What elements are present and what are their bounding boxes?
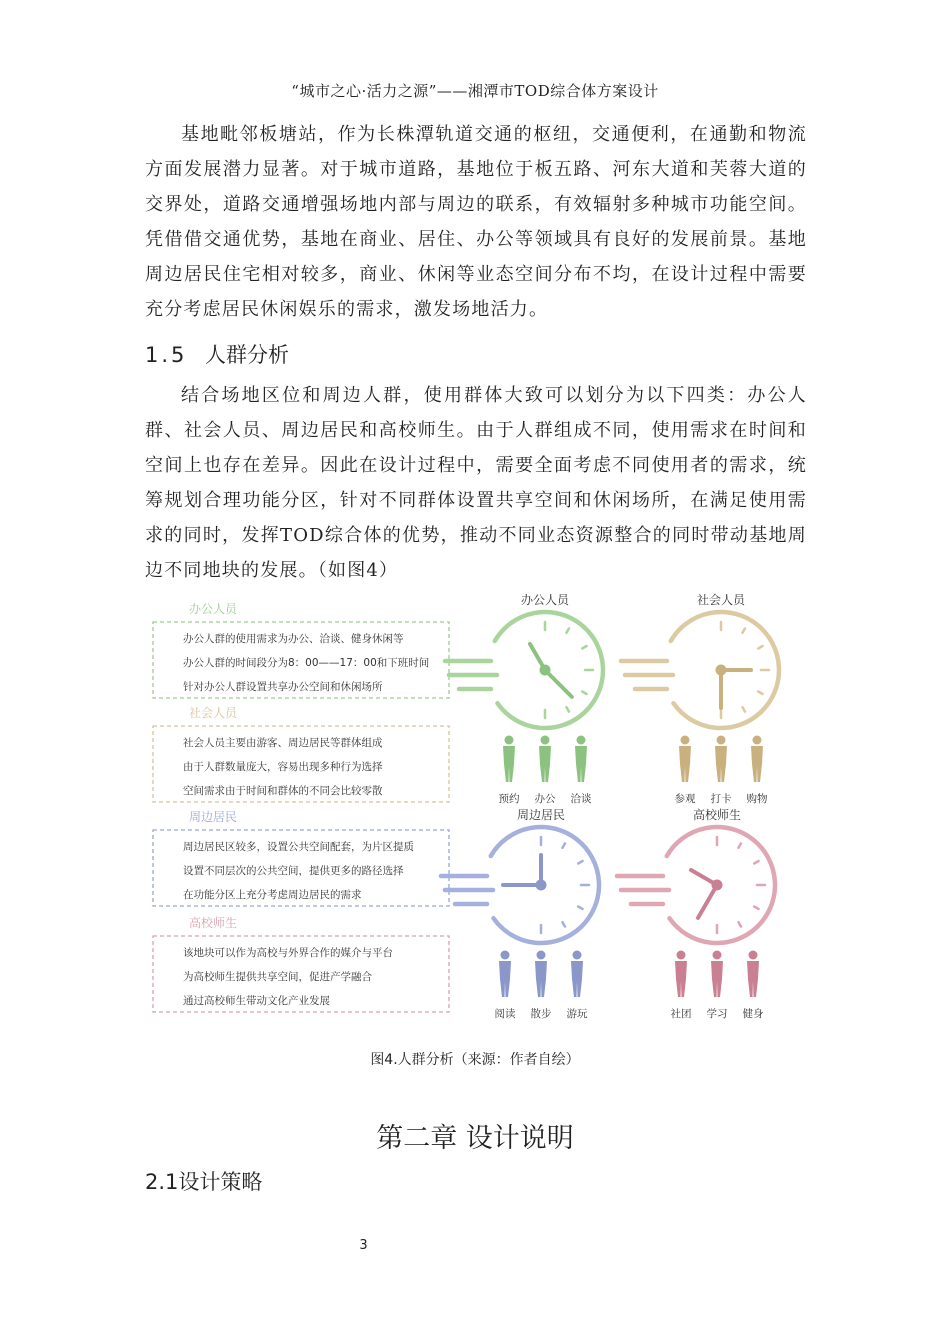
clock-tick [563,922,566,926]
person-body [715,746,727,782]
person-body [675,961,687,997]
figure-caption: 图4.人群分析（来源：作者自绘） [370,1052,580,1068]
activity-label: 预约 [498,793,520,805]
clock-tick [739,922,742,926]
group-desc-line: 办公人群的时间段分为8：00——17：00和下班时间 [183,657,430,669]
group-label: 社会人员 [189,706,238,720]
clock-center [536,880,547,891]
person-head [541,736,550,745]
clock-4 [617,827,775,997]
person-body [499,961,511,997]
activity-label: 健身 [742,1008,764,1020]
clock-minute-hand [545,670,572,697]
group-desc-line: 空间需求由于时间和群体的不同会比较零散 [183,785,383,797]
activity-label: 打卡 [710,793,732,805]
person-figure-icon [711,951,723,998]
activity-label: 办公 [534,793,556,805]
person-head [573,951,582,960]
clock-tick [754,861,758,864]
person-body [711,961,723,997]
clock-tick [578,861,582,864]
person-body [571,961,583,997]
group-desc-line: 由于人群数量庞大，容易出现多种行为选择 [183,761,383,773]
person-head [749,951,758,960]
section-title: 人群分析 [205,343,289,367]
person-figure-icon [747,951,759,998]
clock-minute-hand [698,885,717,918]
person-head [537,951,546,960]
clock-3 [441,827,599,997]
section-number: 1.5 [145,343,188,367]
group-label: 办公人员 [189,602,238,616]
running-header: “城市之心·活力之源”——湘潭市TOD综合体方案设计 [291,82,659,100]
person-body [679,746,691,782]
person-figure-icon [575,736,587,783]
clock-title: 办公人员 [520,593,570,607]
group-desc-line: 针对办公人群设置共享办公空间和休闲场所 [183,681,383,693]
person-body [747,961,759,997]
clock-tick [758,692,762,695]
person-body [539,746,551,782]
clock-center [716,665,727,676]
activity-label: 散步 [530,1008,552,1020]
section-heading-1-5 [145,339,289,369]
group-desc-line: 为高校师生提供共享空间，促进产学融合 [183,971,372,983]
clock-tick [743,707,746,711]
person-body [503,746,515,782]
clock-title: 周边居民 [516,808,566,822]
person-figure-icon [499,951,511,998]
chapter-title: 第二章 设计说明 [376,1123,574,1154]
person-body [535,961,547,997]
clock-center [540,665,551,676]
person-head [681,736,690,745]
crowd-analysis-diagram [145,590,805,1030]
person-figure-icon [675,951,687,998]
activity-label: 洽谈 [570,793,592,805]
paragraph-site-traffic: 基地毗邻板塘站，作为长株潭轨道交通的枢纽，交通便利，在通勤和物流方面发展潜力显著。对于城市道路，基地位于板五路、河东大道和芙蓉大道的交界处，道路交通增强场地内部与周边的联系，有效辐射多种城市功能空间。凭借借交通优势，基地在商业、居住、办公等领域具有良好的发展前景。基地周边居民住宅相对较多，商业、休闲等业态空间分布不均，在设计过程中需要充分考虑居民休闲娱乐的需求，激发场地活力。 [145,124,807,320]
crowd-analysis-figure [145,590,805,1030]
person-figure-icon [503,736,515,783]
clock-tick [578,907,582,910]
clock-2 [621,612,779,782]
activity-label: 学习 [706,1008,728,1020]
group-desc-line: 通过高校师生带动文化产业发展 [183,995,330,1007]
activity-label: 游玩 [566,1008,588,1020]
clock-tick [567,707,570,711]
group-desc-line: 社会人员主要由游客、周边居民等群体组成 [183,737,383,749]
person-figure-icon [751,736,763,783]
person-head [753,736,762,745]
clock-tick [758,646,762,649]
person-head [501,951,510,960]
person-head [713,951,722,960]
clock-title: 高校师生 [692,808,742,822]
activity-label: 参观 [674,793,696,805]
clock-1 [445,612,603,782]
group-label: 高校师生 [189,916,238,930]
group-desc-line: 周边居民区较多，设置公共空间配套，为片区提质 [183,841,414,853]
person-figure-icon [571,951,583,998]
clock-tick [582,646,586,649]
group-label: 周边居民 [189,810,238,824]
clock-tick [567,628,570,632]
person-body [751,746,763,782]
group-desc-line: 该地块可以作为高校与外界合作的媒介与平台 [183,947,393,959]
person-head [505,736,514,745]
clock-tick [563,843,566,847]
activity-label: 社团 [670,1008,692,1020]
clock-tick [582,692,586,695]
person-body [575,746,587,782]
activity-label: 购物 [746,793,768,805]
clock-tick [754,907,758,910]
person-head [717,736,726,745]
group-desc-line: 办公人群的使用需求为办公、洽谈、健身休闲等 [183,633,404,645]
clock-title: 社会人员 [696,593,746,607]
person-head [677,951,686,960]
clock-tick [739,843,742,847]
person-figure-icon [679,736,691,783]
clock-tick [743,628,746,632]
section-heading-2-1: 2.1设计策略 [145,1170,263,1194]
person-figure-icon [539,736,551,783]
group-desc-line: 在功能分区上充分考虑周边居民的需求 [183,889,362,901]
page-number: 3 [359,1238,368,1253]
person-head [577,736,586,745]
paragraph-crowd-analysis: 结合场地区位和周边人群，使用群体大致可以划分为以下四类：办公人群、社会人员、周边居民和高校师生。由于人群组成不同，使用需求在时间和空间上也存在差异。因此在设计过程中，需要全面考虑不同使用者的需求，统筹规划合理功能分区，针对不同群体设置共享空间和休闲场所，在满足使用需求的同时，发挥TOD综合体的优势，推动不同业态资源整合的同时带动基地周边不同地块的发展。（如图4） [145,385,807,581]
person-figure-icon [535,951,547,998]
group-desc-line: 设置不同层次的公共空间，提供更多的路径选择 [183,865,404,877]
clock-center [712,880,723,891]
person-figure-icon [715,736,727,783]
activity-label: 阅读 [494,1008,516,1020]
